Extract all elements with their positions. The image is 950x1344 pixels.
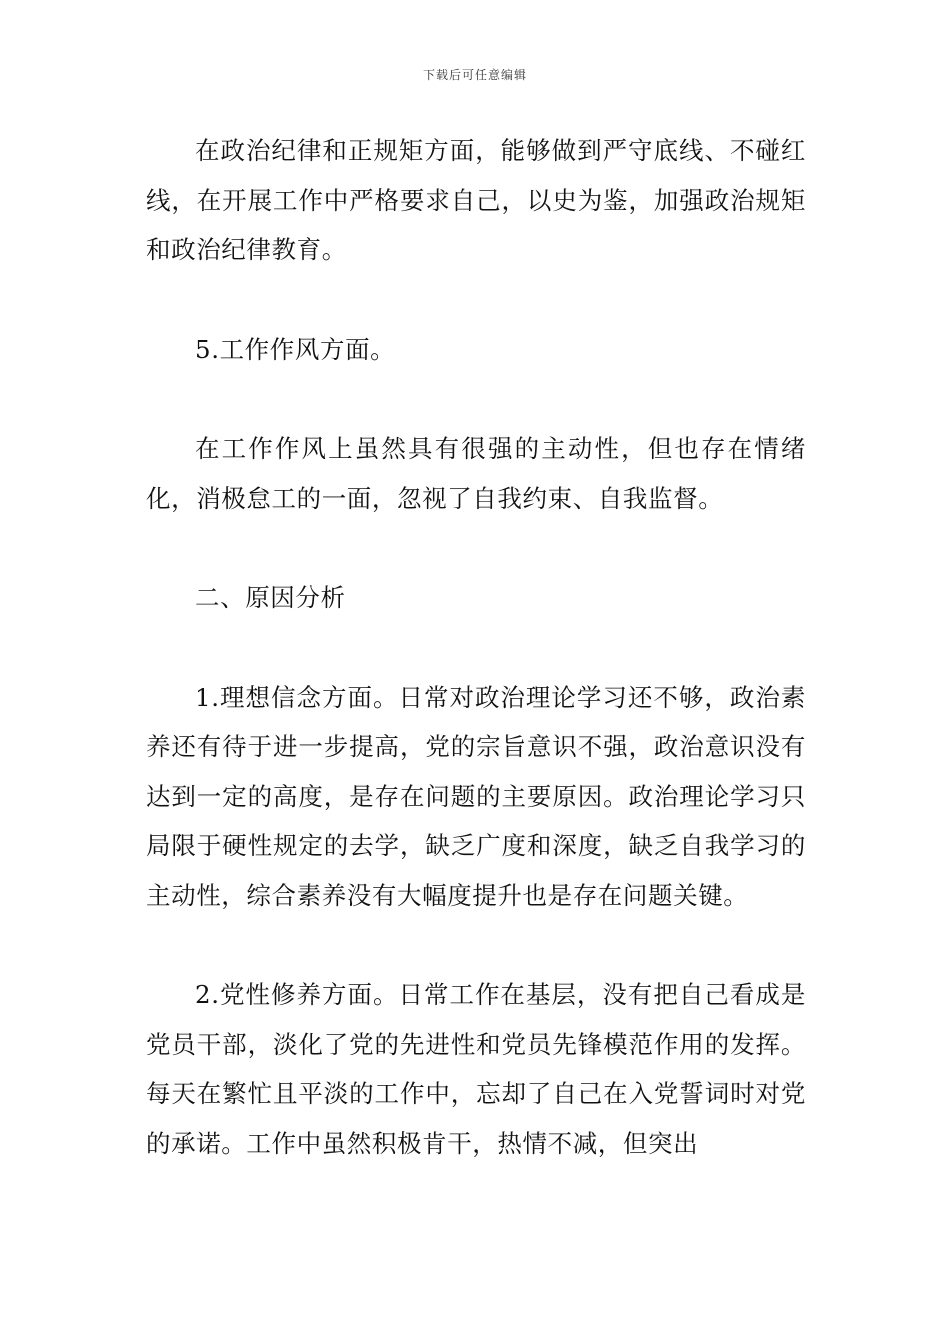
document-body	[146, 126, 806, 1168]
section-heading-work-style: 5.工作作风方面。	[195, 334, 396, 364]
paragraph-party-spirit: 2.党性修养方面。日常工作在基层，没有把自己看成是党员干部，淡化了党的先进性和党员先锋模范作用的发挥。每天在繁忙且平淡的工作中，忘却了自己在入党誓词时对党的承诺。工作中虽然积极肯干，热情不减，但突出	[146, 980, 806, 1158]
paragraph-ideals-beliefs: 1.理想信念方面。日常对政治理论学习还不够，政治素养还有待于进一步提高，党的宗旨意识不强，政治意识没有达到一定的高度，是存在问题的主要原因。政治理论学习只局限于硬性规定的去学，缺乏广度和深度，缺乏自我学习的主动性，综合素养没有大幅度提升也是存在问题关键。	[146, 682, 806, 910]
paragraph-political-discipline: 在政治纪律和正规矩方面，能够做到严守底线、不碰红线，在开展工作中严格要求自己，以史为鉴，加强政治规矩和政治纪律教育。	[146, 136, 806, 264]
page-header-note: 下载后可任意编辑	[422, 68, 527, 82]
paragraph-work-style: 在工作作风上虽然具有很强的主动性，但也存在情绪化，消极怠工的一面，忽视了自我约束、自我监督。	[146, 434, 806, 513]
section-heading-cause-analysis: 二、原因分析	[195, 583, 346, 612]
